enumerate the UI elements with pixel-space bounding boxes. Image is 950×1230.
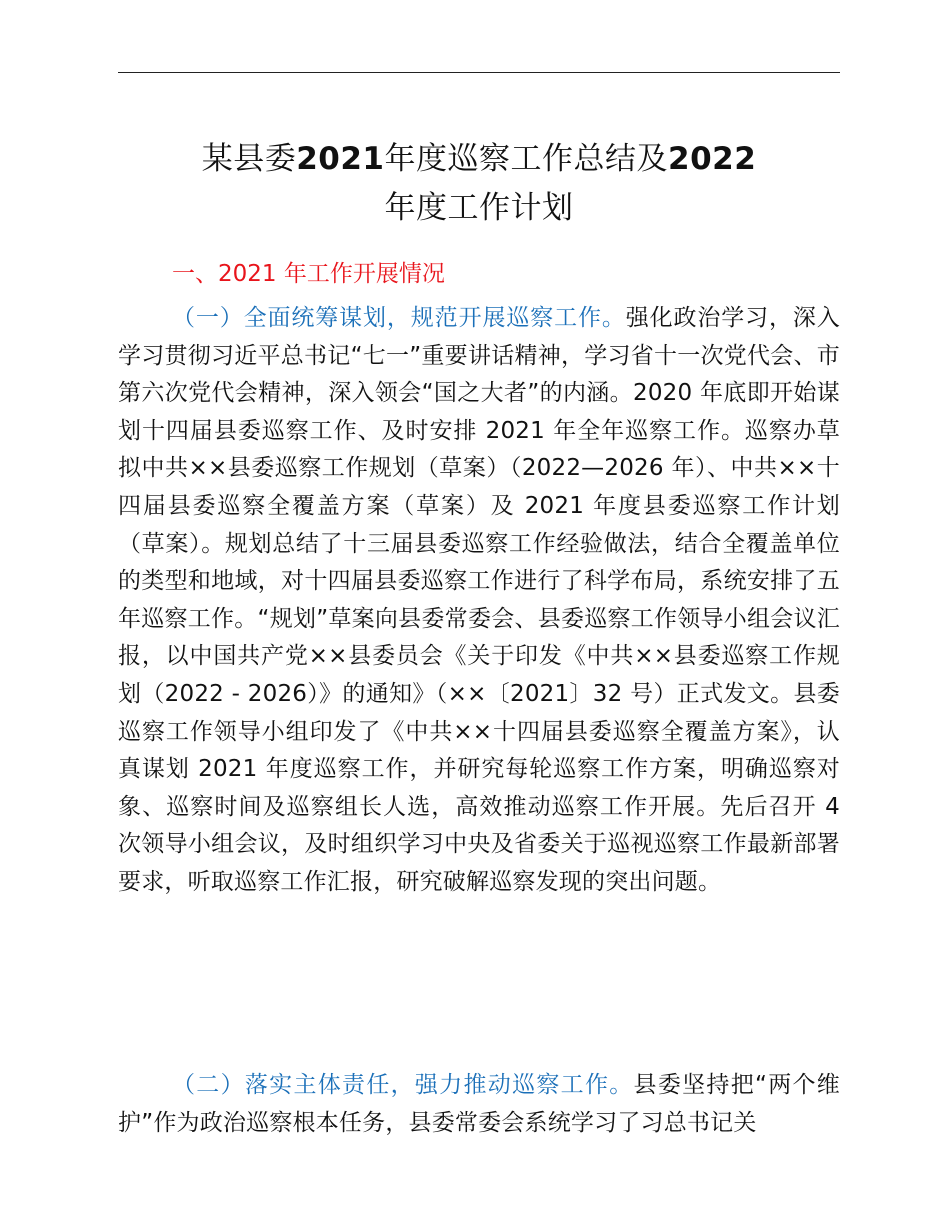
- title-part-2: 年度巡察工作总结及: [384, 141, 668, 177]
- title-year-1: 2021: [296, 141, 385, 177]
- paragraph-1: [118, 300, 840, 902]
- header-rule: [118, 72, 840, 73]
- paragraph-2-subheading: （二）落实主体责任，强力推动巡察工作。: [172, 1072, 634, 1098]
- paragraph-2-body: 县委坚持把“两个维护”作为政治巡察根本任务，县委常委会系统学习了习总书记关: [118, 1072, 840, 1136]
- page-title: [118, 135, 840, 233]
- title-year-2: 2022: [668, 141, 757, 177]
- paragraph-2: [118, 1067, 840, 1142]
- title-part-3: 年度工作计划: [384, 190, 574, 226]
- title-part-1: 某县委: [201, 141, 297, 177]
- paragraph-1-subheading: （一）全面统筹谋划，规范开展巡察工作。: [172, 305, 626, 331]
- paragraph-1-body: 强化政治学习，深入学习贯彻习近平总书记“七一”重要讲话精神，学习省十一次党代会、市第六次党代会精神，深入领会“国之大者”的内涵。2020 年底即开始谋划十四届县委巡察工作、及时安排 2021 年全年巡察工作。巡察办草拟中共××县委巡察工作规划（草案）（2022—2026 年）、中共××十四届县委巡察全覆盖方案（草案）及 2021 年度县委巡察工作计划（草案）。规划总结了十三届县委巡察工作经验做法，结合全覆盖单位的类型和地域，对十四届县委巡察工作进行了科学布局，系统安排了五年巡察工作。“规划”草案向县委常委会、县委巡察工作领导小组会议汇报，以中国共产党××县委员会《关于印发《中共××县委巡察工作规划（2022 - 2026）》的通知》（××〔2021〕32 号）正式发文。县委巡察工作领导小组印发了《中共××十四届县委巡察全覆盖方案》，认真谋划 2021 年度巡察工作，并研究每轮巡察工作方案，明确巡察对象、巡察时间及巡察组长人选，高效推动巡察工作开展。先后召开 4 次领导小组会议，及时组织学习中央及省委关于巡视巡察工作最新部署要求，听取巡察工作汇报，研究破解巡察发现的突出问题。: [118, 305, 840, 895]
- section-heading: 一、2021 年工作开展情况: [172, 261, 445, 287]
